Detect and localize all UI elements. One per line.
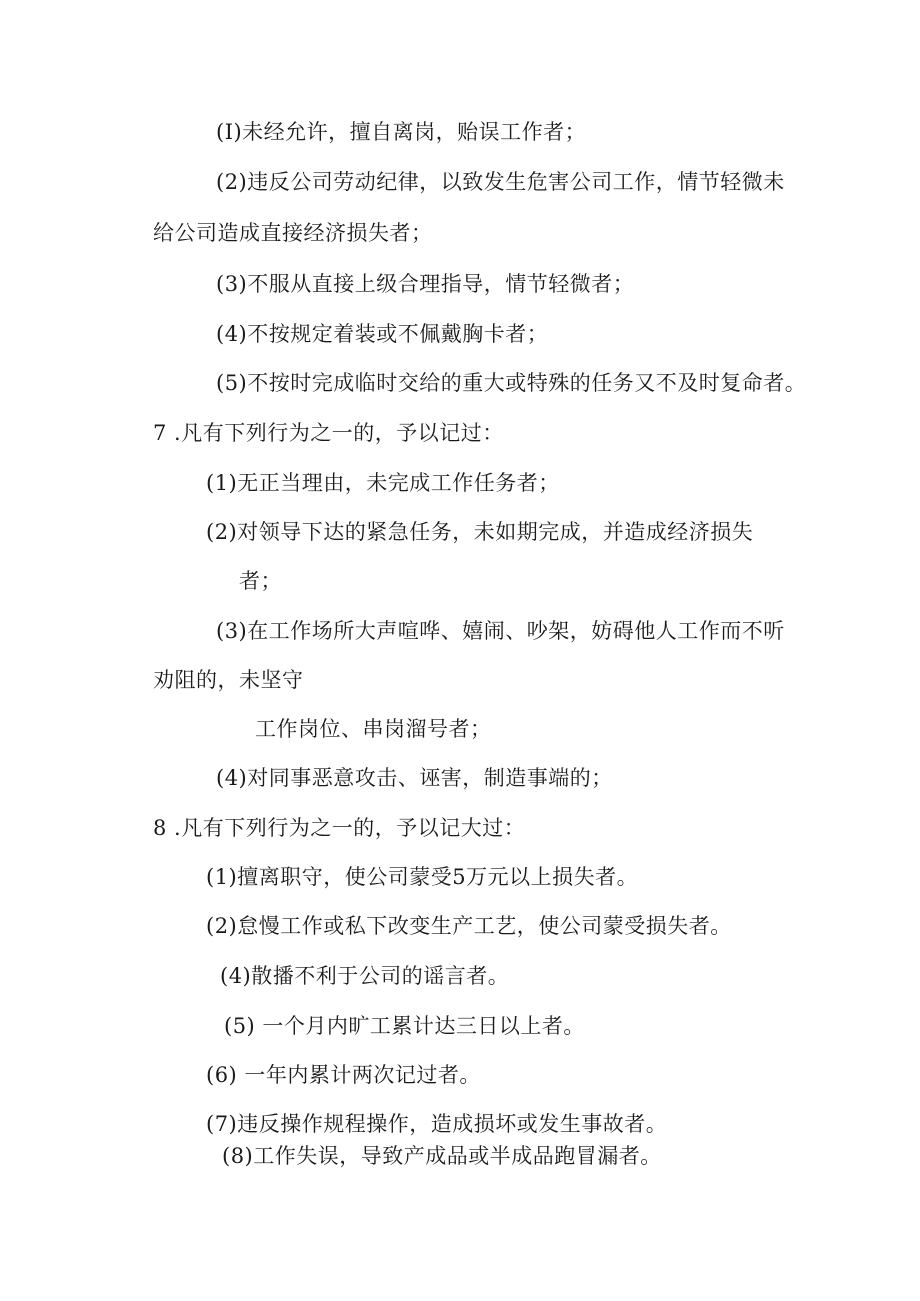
text-line: (5)不按时完成临时交给的重大或特殊的任务又不及时复命者。 [216,371,807,395]
text-line: 给公司造成直接经济损失者； [153,221,433,245]
section-heading: 7 .凡有下列行为之一的，予以记过： [153,421,504,445]
text-line: (2)对领导下达的紧急任务，未如期完成，并造成经济损失 [206,520,754,544]
text-line: (4)不按规定着装或不佩戴胸卡者； [216,322,549,346]
text-line: (I)未经允许，擅自离岗，贻误工作者； [216,120,587,144]
section-heading: 8 .凡有下列行为之一的，予以记大过： [153,816,526,840]
text-line: 劝阻的，未坚守 [153,668,304,692]
text-line: (3)不服从直接上级合理指导，情节轻微者； [216,272,635,296]
text-line: (5) 一个月内旷工累计达三日以上者。 [224,1014,585,1038]
text-line: (3)在工作场所大声喧哗、嬉闹、吵架，妨碍他人工作而不听 [216,619,785,643]
text-line: (7)违反操作规程操作，造成损坏或发生事故者。 [206,1112,668,1136]
text-line: 者； [239,569,282,593]
text-line: (8)工作失误，导致产成品或半成品跑冒漏者。 [222,1144,662,1168]
text-line: (4)散播不利于公司的谣言者。 [220,964,510,988]
text-line: 工作岗位、串岗溜号者； [255,717,492,741]
text-line: (4)对同事恶意攻击、诬害，制造事端的； [216,766,613,790]
text-line: (2)怠慢工作或私下改变生产工艺，使公司蒙受损失者。 [206,914,732,938]
text-line: (6) 一年内累计两次记过者。 [206,1063,481,1087]
text-line: (2)违反公司劳动纪律，以致发生危害公司工作，情节轻微未 [216,170,785,194]
text-line: (1)擅离职守，使公司蒙受5万元以上损失者。 [206,865,639,889]
text-line: (1)无正当理由，未完成工作任务者； [206,471,560,495]
